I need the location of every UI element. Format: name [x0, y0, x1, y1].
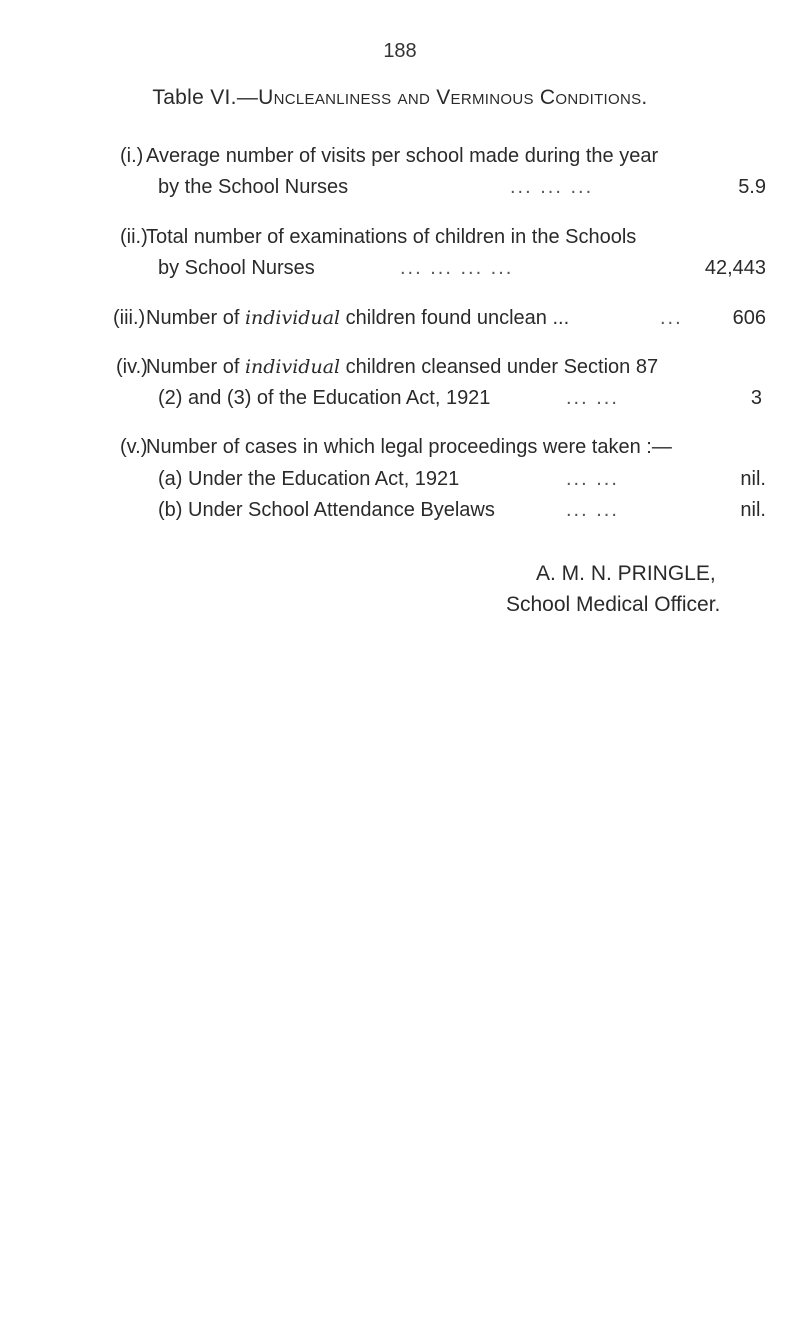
table-title: [0, 86, 800, 110]
item-3-pre: Number of: [146, 307, 245, 329]
item-4-value: 3: [750, 387, 762, 409]
item-4-pre: Number of: [146, 356, 245, 378]
item-3-italic: individual: [244, 307, 341, 329]
item-2-line1: Total number of examinations of children in the Schools: [146, 226, 637, 248]
item-5b-value: nil.: [740, 499, 766, 521]
item-1-value: 5.9: [738, 176, 766, 198]
item-5a-text: (a) Under the Education Act, 1921: [158, 468, 460, 490]
item-3-dots: ...: [660, 307, 683, 329]
page-number: 188: [383, 40, 417, 62]
item-2-number: (ii.): [120, 226, 148, 248]
item-1-number: (i.): [120, 145, 144, 167]
signature-name: A. M. N. PRINGLE,: [536, 562, 716, 585]
item-1-line1: Average number of visits per school made during the year: [146, 145, 659, 167]
title-dash: —: [236, 86, 259, 109]
item-5b-text: (b) Under School Attendance Byelaws: [158, 499, 495, 521]
item-5-line1: Number of cases in which legal proceedings were taken :—: [146, 436, 672, 458]
item-1-line2: by the School Nurses: [158, 176, 349, 198]
item-4-line1: [146, 356, 658, 379]
item-3-value: 606: [732, 307, 766, 329]
item-5-number: (v.): [120, 436, 148, 458]
item-3-post: children found unclean ...: [340, 307, 570, 329]
item-4-line2: (2) and (3) of the Education Act, 1921: [158, 387, 491, 409]
item-5a-value: nil.: [740, 468, 766, 490]
item-1-dots: ... ... ...: [510, 176, 594, 198]
table-heading: Uncleanliness and Verminous Conditions.: [258, 86, 648, 109]
item-4-number: (iv.): [116, 356, 148, 378]
item-2-line2: by School Nurses: [158, 257, 315, 279]
item-2-dots: ... ... ... ...: [400, 257, 514, 279]
item-4-italic: individual: [244, 356, 341, 378]
item-4-dots: ... ...: [566, 387, 619, 409]
item-4-post: children cleansed under Section 87: [340, 356, 659, 378]
item-5b-dots: ... ...: [566, 499, 619, 521]
item-3-text: [146, 307, 569, 330]
table-label: Table VI.: [152, 86, 237, 109]
item-5a-dots: ... ...: [566, 468, 619, 490]
signature-title: School Medical Officer.: [506, 593, 721, 616]
item-3-number: (iii.): [113, 307, 146, 329]
item-2-value: 42,443: [704, 257, 766, 279]
